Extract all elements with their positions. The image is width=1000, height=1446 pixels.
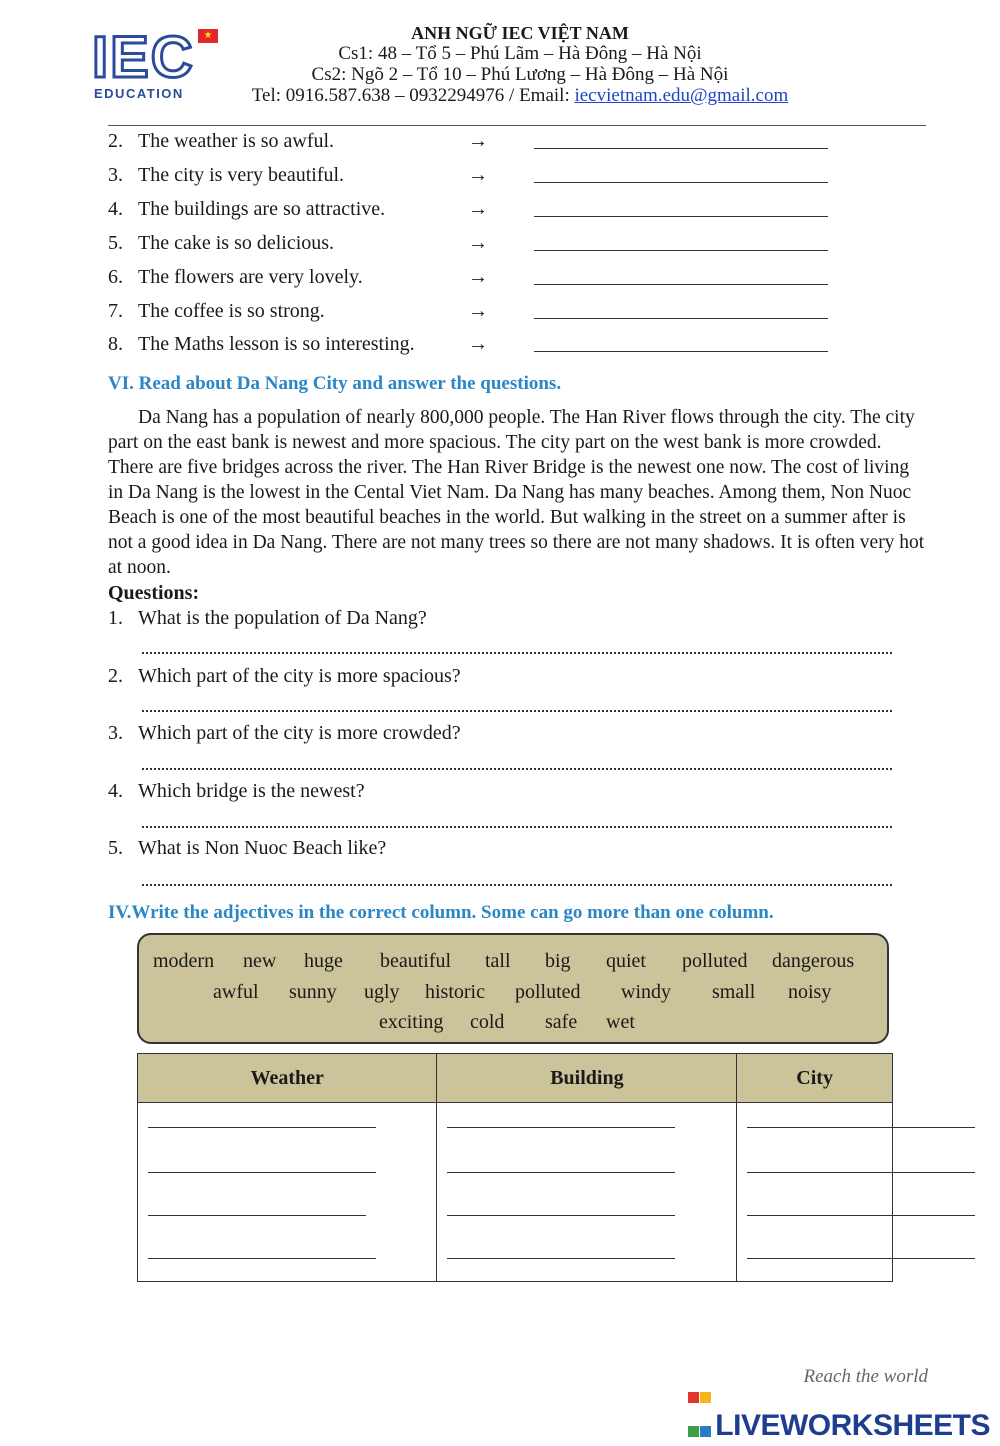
city-column-cell xyxy=(737,1103,893,1282)
exercise-row xyxy=(108,262,898,292)
answer-blank[interactable] xyxy=(148,1215,366,1216)
answer-blank[interactable] xyxy=(534,216,828,217)
exercise-row xyxy=(108,296,898,326)
contact-email-link[interactable]: iecvietnam.edu@gmail.com xyxy=(574,85,789,106)
arrow-icon: → xyxy=(468,300,488,322)
row-sentence: The buildings are so attractive. xyxy=(138,198,386,220)
word-chip: beautiful xyxy=(380,950,452,972)
exercise-row xyxy=(108,160,898,190)
row-number: 7. xyxy=(108,300,123,322)
campus-1-address: Cs1: 48 – Tổ 5 – Phú Lãm – Hà Đông – Hà Nội xyxy=(338,43,702,64)
question-text: Which bridge is the newest? xyxy=(138,780,365,802)
row-number: 4. xyxy=(108,198,123,220)
answer-blank[interactable] xyxy=(534,148,828,149)
arrow-icon: → xyxy=(468,164,488,186)
word-chip: quiet xyxy=(606,950,646,972)
question-number: 3. xyxy=(108,722,123,744)
word-chip: polluted xyxy=(682,950,748,972)
word-chip: new xyxy=(243,950,277,972)
footer-tagline: Reach the world xyxy=(803,1366,928,1387)
row-number: 6. xyxy=(108,266,123,288)
word-chip: dangerous xyxy=(772,950,855,972)
answer-blank[interactable] xyxy=(534,182,828,183)
question-number: 4. xyxy=(108,780,123,802)
word-chip: modern xyxy=(153,950,215,972)
logo-text: IEC xyxy=(92,25,195,90)
word-chip: noisy xyxy=(788,981,832,1003)
exercise-row xyxy=(108,194,898,224)
word-chip: cold xyxy=(470,1011,505,1033)
exercise-row xyxy=(108,126,898,156)
section-6-title: VI. Read about Da Nang City and answer the questions. xyxy=(108,373,562,394)
row-sentence: The Maths lesson is so interesting. xyxy=(138,333,415,355)
adjective-table xyxy=(137,1053,893,1282)
arrow-icon: → xyxy=(468,232,488,254)
column-header-city: City xyxy=(737,1054,893,1103)
contact-line xyxy=(200,85,840,107)
question-number: 5. xyxy=(108,837,123,859)
word-bank xyxy=(137,933,889,1044)
question-text: Which part of the city is more spacious? xyxy=(138,665,461,687)
answer-blank[interactable] xyxy=(747,1258,975,1259)
logo-subtitle: EDUCATION xyxy=(94,86,184,101)
school-title: ANH NGỮ IEC VIỆT NAM xyxy=(411,23,629,43)
word-chip: exciting xyxy=(379,1011,444,1033)
word-chip: sunny xyxy=(289,981,337,1003)
arrow-icon: → xyxy=(468,198,488,220)
campus-2-address: Cs2: Ngõ 2 – Tổ 10 – Phú Lương – Hà Đông – Hà Nội xyxy=(311,64,729,85)
answer-blank[interactable] xyxy=(148,1172,376,1173)
row-sentence: The city is very beautiful. xyxy=(138,164,345,186)
liveworksheets-logo-icon xyxy=(688,1378,712,1402)
row-number: 2. xyxy=(108,130,123,152)
column-header-weather: Weather xyxy=(138,1054,437,1103)
word-chip: ugly xyxy=(364,981,400,1003)
word-chip: big xyxy=(545,950,571,972)
exercise-row xyxy=(108,329,898,359)
answer-blank[interactable] xyxy=(447,1215,675,1216)
row-sentence: The cake is so delicious. xyxy=(138,232,335,254)
reading-passage: Da Nang has a population of nearly 800,000 people. The Han River flows through the city. The city part on the east bank is newest and more spacious. The city part on the west bank is more crowded. There are five bridges across the river. The Han River Bridge is the newest one now. The cost of living in Da Nang is the lowest in the Cental Viet Nam. Da Nang has many beaches. Among them, Non Nuoc Beach is one of the most beautiful beaches in the world. But walking in the street on a summer after is not a good idea in Da Nang. There are not many trees so there are not many shadows. It is often very hot at noon. xyxy=(108,407,925,578)
word-chip: safe xyxy=(545,1011,578,1033)
word-chip: huge xyxy=(304,950,343,972)
answer-blank[interactable] xyxy=(747,1172,975,1173)
arrow-icon: → xyxy=(468,130,488,152)
section-4-title: IV.Write the adjectives in the correct column. Some can go more than one column. xyxy=(108,902,774,923)
arrow-icon: → xyxy=(468,266,488,288)
question-text: Which part of the city is more crowded? xyxy=(138,722,461,744)
answer-line[interactable] xyxy=(142,826,892,828)
question-text: What is the population of Da Nang? xyxy=(138,607,427,629)
answer-line[interactable] xyxy=(142,768,892,770)
answer-line[interactable] xyxy=(142,884,892,886)
exercise-row xyxy=(108,228,898,258)
answer-blank[interactable] xyxy=(447,1127,675,1128)
question-number: 2. xyxy=(108,665,123,687)
answer-line[interactable] xyxy=(142,710,892,712)
answer-blank[interactable] xyxy=(747,1127,975,1128)
vietnam-flag-icon: ★ xyxy=(198,29,218,43)
answer-blank[interactable] xyxy=(148,1258,376,1259)
weather-column-cell xyxy=(138,1103,437,1282)
row-sentence: The coffee is so strong. xyxy=(138,300,325,322)
row-number: 8. xyxy=(108,333,123,355)
row-number: 5. xyxy=(108,232,123,254)
word-chip: tall xyxy=(485,950,511,972)
answer-blank[interactable] xyxy=(534,250,828,251)
word-chip: polluted xyxy=(515,981,581,1003)
row-sentence: The weather is so awful. xyxy=(138,130,335,152)
question-text: What is Non Nuoc Beach like? xyxy=(138,837,387,859)
column-header-building: Building xyxy=(437,1054,737,1103)
building-column-cell xyxy=(437,1103,737,1282)
answer-blank[interactable] xyxy=(534,318,828,319)
contact-tel: Tel: 0916.587.638 – 0932294976 / Email: xyxy=(251,85,575,106)
liveworksheets-brand[interactable] xyxy=(688,1378,990,1443)
row-number: 3. xyxy=(108,164,123,186)
answer-blank[interactable] xyxy=(534,284,828,285)
answer-blank[interactable] xyxy=(447,1172,675,1173)
arrow-icon: → xyxy=(468,333,488,355)
answer-blank[interactable] xyxy=(534,351,828,352)
answer-blank[interactable] xyxy=(447,1258,675,1259)
answer-blank[interactable] xyxy=(747,1215,975,1216)
row-sentence: The flowers are very lovely. xyxy=(138,266,363,288)
word-chip: awful xyxy=(213,981,259,1003)
brand-text: LIVEWORKSHEETS xyxy=(715,1409,990,1442)
word-chip: small xyxy=(712,981,756,1003)
word-chip: windy xyxy=(621,981,671,1003)
word-chip: wet xyxy=(606,1011,635,1033)
word-chip: historic xyxy=(425,981,485,1003)
questions-label: Questions: xyxy=(108,582,200,604)
answer-blank[interactable] xyxy=(148,1127,376,1128)
answer-line[interactable] xyxy=(142,652,892,654)
question-number: 1. xyxy=(108,607,123,629)
